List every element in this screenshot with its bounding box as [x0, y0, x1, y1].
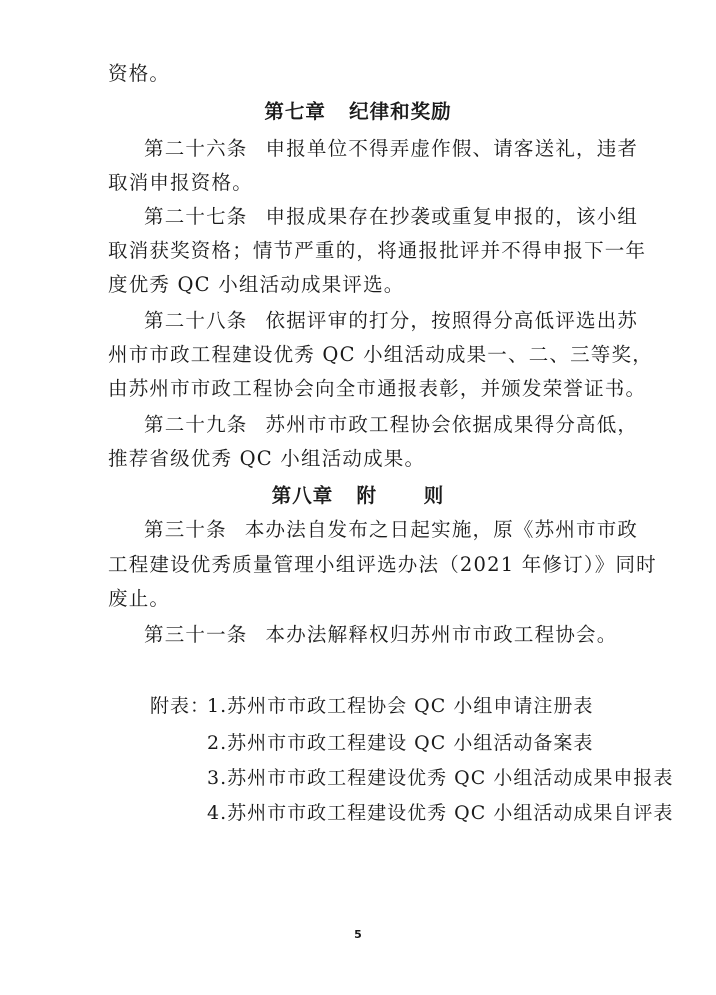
article-30-line: 废止。 [108, 587, 171, 610]
article-28 [144, 309, 638, 333]
article-28-line: 由苏州市市政工程协会向全市通报表彰，并颁发荣誉证书。 [108, 377, 647, 400]
carryover-text: 资格。 [108, 62, 171, 85]
article-29 [144, 413, 638, 437]
article-number: 第三十条 [144, 518, 227, 541]
article-number: 第二十八条 [144, 309, 248, 332]
article-text: 本办法解释权归苏州市市政工程协会。 [265, 623, 618, 646]
attachment-item: 3.苏州市市政工程建设优秀 QC 小组活动成果申报表 [207, 767, 674, 789]
attachment-item: 2.苏州市市政工程建设 QC 小组活动备案表 [207, 732, 594, 754]
article-27-line: 取消获奖资格；情节严重的，将通报批评并不得申报下一年 [108, 239, 647, 262]
article-text: 本办法自发布之日起实施，原《苏州市市政 [244, 518, 639, 541]
article-31 [144, 623, 617, 647]
article-number: 第二十七条 [144, 205, 248, 228]
article-27-line: 度优秀 QC 小组活动成果评选。 [108, 273, 405, 296]
page-number: 5 [354, 928, 362, 941]
article-number: 第二十九条 [144, 413, 248, 436]
article-27 [144, 205, 638, 229]
chapter-7-heading: 第七章 纪律和奖励 [264, 100, 452, 123]
chapter-8-heading: 第八章 附 则 [271, 484, 445, 507]
article-text: 苏州市市政工程协会依据成果得分高低， [265, 413, 639, 436]
attachment-item: 4.苏州市市政工程建设优秀 QC 小组活动成果自评表 [207, 802, 674, 824]
article-28-line: 州市市政工程建设优秀 QC 小组活动成果一、二、三等奖， [108, 343, 653, 366]
article-number: 第二十六条 [144, 137, 248, 160]
article-text: 申报成果存在抄袭或重复申报的，该小组 [265, 205, 639, 228]
article-26-line: 取消申报资格。 [108, 171, 253, 194]
attachments-label: 附表： [150, 695, 211, 717]
attachment-item: 1.苏州市市政工程协会 QC 小组申请注册表 [207, 695, 594, 717]
article-26 [144, 137, 638, 161]
article-text: 申报单位不得弄虚作假、请客送礼，违者 [265, 137, 639, 160]
article-text: 依据评审的打分，按照得分高低评选出苏 [265, 309, 639, 332]
article-29-line: 推荐省级优秀 QC 小组活动成果。 [108, 447, 426, 470]
article-30 [144, 518, 638, 542]
article-30-line: 工程建设优秀质量管理小组评选办法（2021 年修订）》同时 [108, 553, 657, 576]
article-number: 第三十一条 [144, 623, 248, 646]
